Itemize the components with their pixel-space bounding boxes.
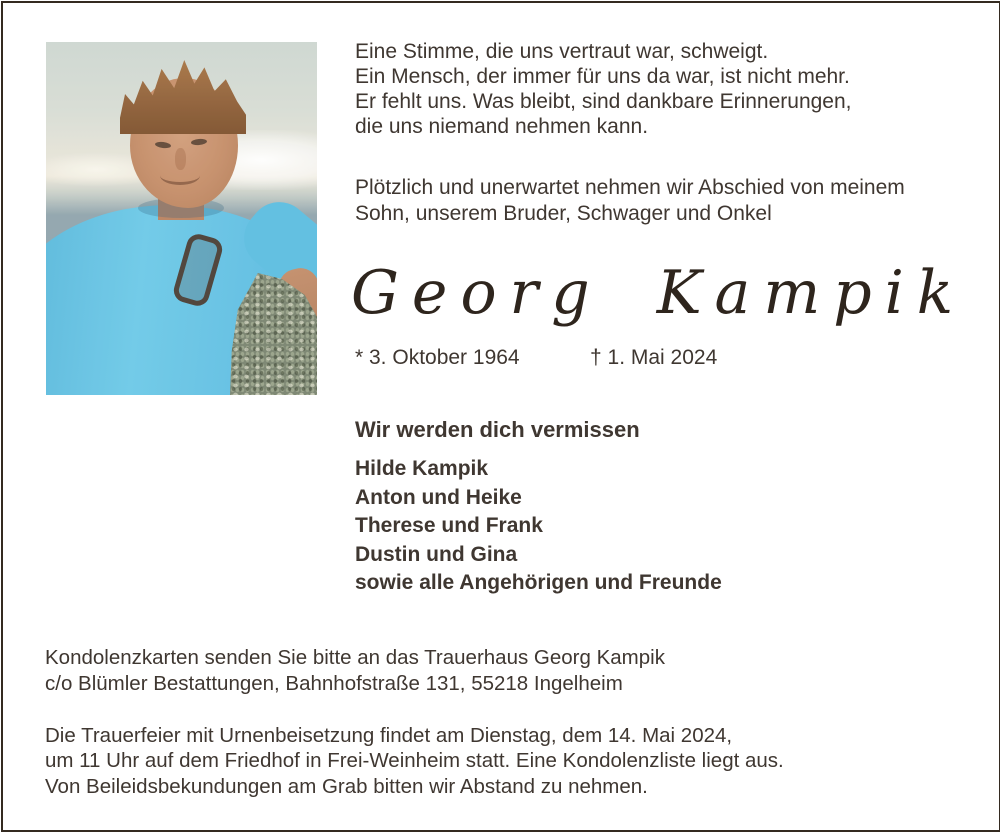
funeral-line: Die Trauerfeier mit Urnenbeisetzung findet am Dienstag, dem 14. Mai 2024, [45,724,733,747]
mourner: Dustin und Gina [355,542,518,566]
photo-neck [158,178,204,220]
farewell-line: Wir werden dich vermissen [355,417,640,442]
mourner: sowie alle Angehörigen und Freunde [355,571,722,595]
mourner: Therese und Frank [355,514,543,538]
birth-date: * 3. Oktober 1964 [355,346,520,369]
photo-rock [230,273,317,395]
funeral-line: Von Beileidsbekundungen am Grab bitten wir Abstand zu nehmen. [45,774,648,798]
photo-hair [120,60,246,134]
deceased-name: Georg Kampik [351,258,967,328]
intro-line: Sohn, unserem Bruder, Schwager und Onkel [355,202,772,225]
funeral-line: um 11 Uhr auf dem Friedhof in Frei-Weinheim statt. Eine Kondolenzliste liegt aus. [45,749,784,773]
photo-sunglasses [171,231,225,308]
photo-smile [160,166,200,185]
photo-face [130,78,238,208]
obituary-frame [1,1,1000,832]
photo-forearm [275,264,317,351]
verse-line: Ein Mensch, der immer für uns da war, ist nicht mehr. [355,65,850,88]
photo-nose [175,148,186,170]
death-date: † 1. Mai 2024 [590,346,718,369]
intro-paragraph [355,175,905,227]
condolence-line: c/o Blümler Bestattungen, Bahnhofstraße 131, 55218 Ingelheim [45,672,623,695]
verse-line: Eine Stimme, die uns vertraut war, schweigt. [355,40,769,63]
mourner: Hilde Kampik [355,457,489,480]
photo-collar-shadow [138,198,224,218]
condolence-line: Kondolenzkarten senden Sie bitte an das Trauerhaus Georg Kampik [45,646,665,669]
mourners-list [355,455,722,598]
photo-haze-cloud [156,130,317,190]
verse-line: die uns niemand nehmen kann. [355,115,649,138]
portrait-photo [46,42,317,395]
funeral-paragraph [45,723,784,799]
intro-line: Plötzlich und unerwartet nehmen wir Abschied von meinem [355,176,905,199]
verse-line: Er fehlt uns. Was bleibt, sind dankbare Erinnerungen, [355,90,852,113]
condolence-paragraph [45,645,665,697]
photo-haze-shore [46,152,166,187]
verse [355,39,852,139]
photo-left-eye [155,141,172,149]
mourner: Anton und Heike [355,485,522,509]
photo-shirt [46,194,317,395]
photo-arm-sleeve [232,190,317,306]
photo-right-eye [191,138,207,145]
